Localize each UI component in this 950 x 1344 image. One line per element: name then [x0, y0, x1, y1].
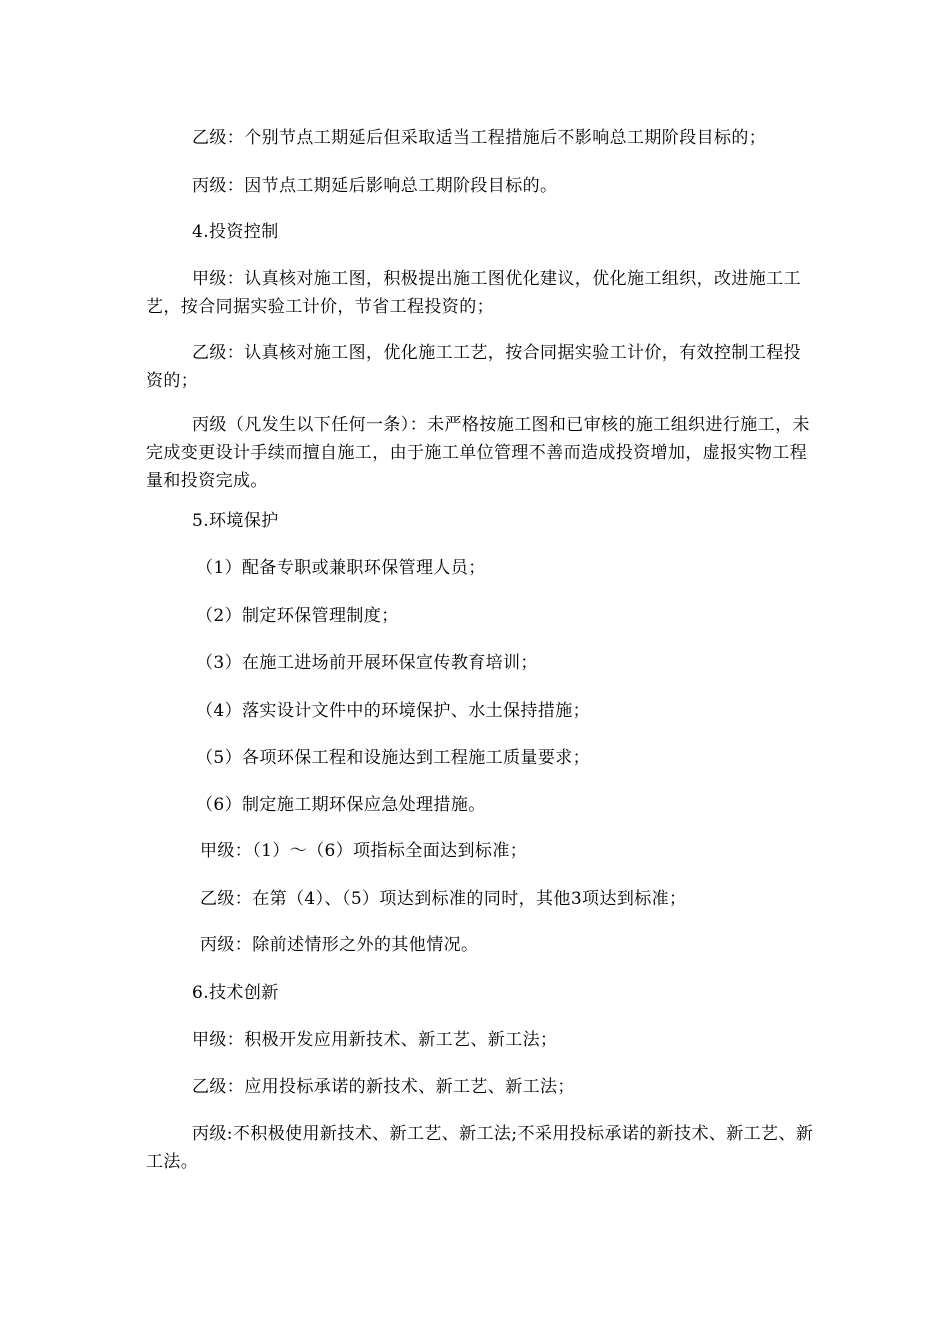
list-item-env-2: （2）制定环保管理制度；	[196, 606, 399, 626]
paragraph-innovation-grade-a: 甲级：积极开发应用新技术、新工艺、新工法；	[192, 1030, 558, 1050]
paragraph-investment-grade-a: 甲级：认真核对施工图，积极提出施工图优化建议，优化施工组织，改进施工工艺，按合同据实验工计价，节省工程投资的；	[146, 269, 801, 317]
section-heading-technical-innovation: 6.技术创新	[192, 983, 279, 1003]
paragraph-innovation-grade-c: 丙级:不积极使用新技术、新工艺、新工法;不采用投标承诺的新技术、新工艺、新工法。	[146, 1124, 814, 1172]
paragraph-env-grade-b: 乙级：在第（4）、（5）项达到标准的同时，其他3项达到标准；	[200, 889, 687, 909]
section-heading-investment-control: 4.投资控制	[192, 222, 279, 242]
list-item-env-1: （1）配备专职或兼职环保管理人员；	[196, 558, 486, 578]
paragraph-schedule-grade-b: 乙级：个别节点工期延后但采取适当工程措施后不影响总工期阶段目标的；	[192, 128, 767, 148]
list-item-env-3: （3）在施工进场前开展环保宣传教育培训；	[196, 653, 538, 673]
list-item-env-4: （4）落实设计文件中的环境保护、水土保持措施；	[196, 701, 591, 721]
list-item-env-6: （6）制定施工期环保应急处理措施。	[196, 795, 486, 815]
list-item-env-5: （5）各项环保工程和设施达到工程施工质量要求；	[196, 748, 591, 768]
paragraph-investment-grade-b: 乙级：认真核对施工图，优化施工工艺，按合同据实验工计价，有效控制工程投资的；	[146, 343, 801, 391]
paragraph-innovation-grade-b: 乙级：应用投标承诺的新技术、新工艺、新工法；	[192, 1077, 575, 1097]
section-heading-environmental-protection: 5.环境保护	[192, 511, 279, 531]
paragraph-env-grade-c: 丙级：除前述情形之外的其他情况。	[200, 935, 479, 955]
paragraph-investment-grade-c: 丙级（凡发生以下任何一条）：未严格按施工图和已审核的施工组织进行施工，未完成变更设计手续而擅自施工，由于施工单位管理不善而造成投资增加，虚报实物工程量和投资完成。	[146, 415, 810, 491]
paragraph-schedule-grade-c: 丙级：因节点工期延后影响总工期阶段目标的。	[192, 176, 558, 196]
paragraph-env-grade-a: 甲级：（1）～（6）项指标全面达到标准；	[200, 841, 528, 861]
